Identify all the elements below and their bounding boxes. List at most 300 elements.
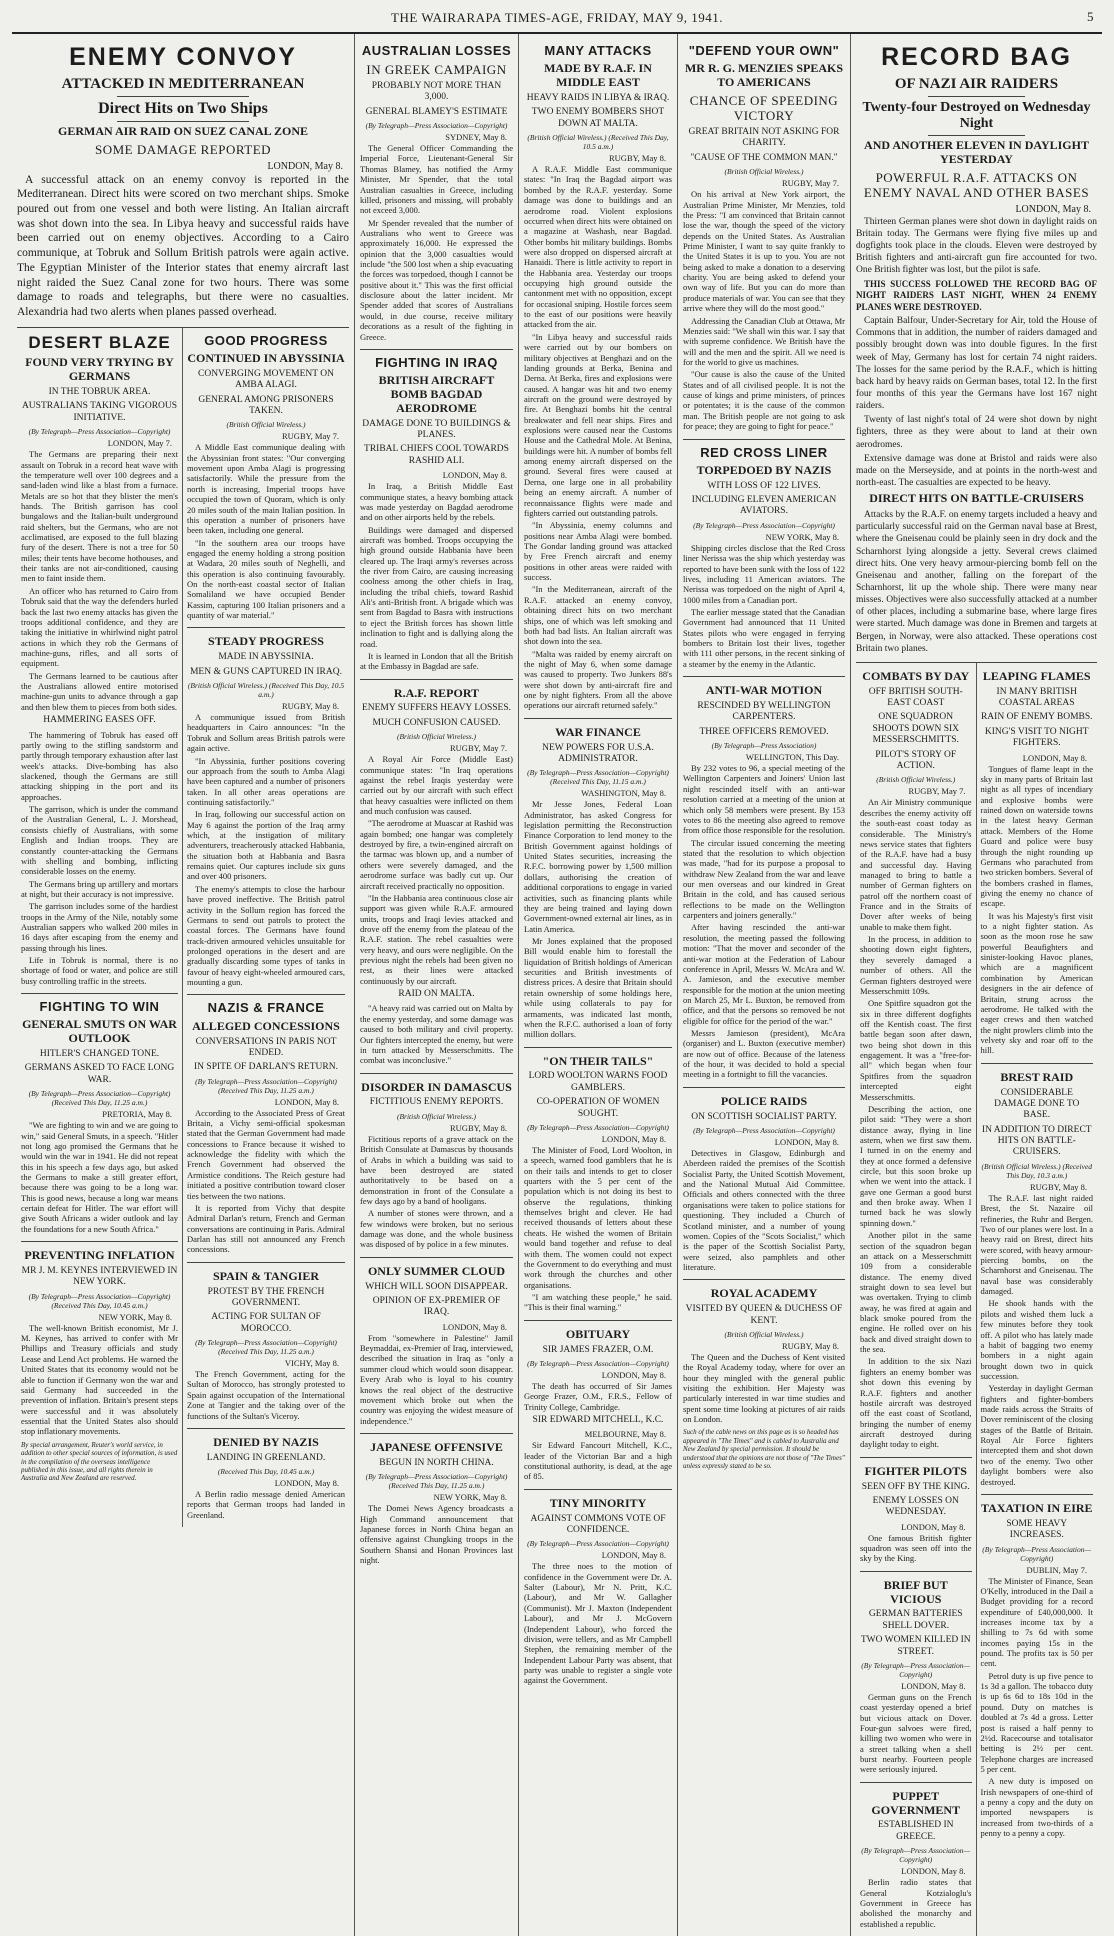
- body-text: German guns on the French coast yesterday opened a brief but vicious attack on Dover. Four-gun salvoes were fired, killing two women who were in a street talking when a shell burst nearby. Fourteen people were seriously injured.: [860, 1691, 972, 1775]
- body-text: Mr Spender revealed that the number of Australians who went to Greece was approximately 16,000. He expressed the opinion that the 3,000 casualties would include "the 500 lost when a ship evacuating the forces was torpedoed, though I cannot be positive about it." This was the first official disclosure about the latter incident. Mr Spender added that scores of Australians would, in due course, receive military decorations as a result of the fighting in Greece.: [360, 217, 513, 342]
- article-good-progress: [187, 328, 345, 629]
- body-text: In the process, in addition to shooting down eight fighters, they severely damaged a number of others. All the German fighters destroyed were Messerschmitt 109s.: [860, 934, 972, 996]
- source-line: (By Telegraph—Press Association—Copyright) (Received This Day, 11.25 a.m.): [195, 1338, 337, 1357]
- source-line: (By Telegraph—Press Association—Copyright) (Received This Day, 11.25 a.m.): [28, 1089, 171, 1108]
- dateline: DUBLIN, May 7.: [1026, 1564, 1087, 1575]
- headline: RED CROSS LINER: [700, 444, 828, 460]
- body-text: "In Libya heavy and successful raids were carried out by our bombers on military objectives at Benghazi and on the landing grounds at Berka, Benina and Derna. At Berka, fires and explosions were caused. A hangar was hit and two enemy aircraft on the ground were destroyed by fire. At Benghazi bombs hit the central breakwater and fell near ships. Fires and explosions were caused near the Customs House and the Cathedral Mole. At Benina, buildings were hit. A number of bombs fell among enemy aircraft dispersed on the ground. Several fires were caused at Derna, one large one in all probability being an enemy aircraft. A number of reconnaissance flights were made and fighters carried out outstanding patrols.: [524, 331, 672, 518]
- source-line: (By Telegraph—Press Association—Copyright) (Received This Day, 11.25 a.m.): [365, 1472, 508, 1491]
- dateline: LONDON, May 8.: [601, 1369, 666, 1380]
- body-text: One famous British fighter squadron was seen off into the sky by the King.: [860, 1532, 972, 1564]
- body-text: In Iraq, following our successful action on May 6 against the portion of the Iraq army which, at the instigation of military adventurers, treacherously attacked Habbania, the situation both at Habbania and Basra remains quiet. Our captures include six guns and over 400 prisoners.: [187, 809, 345, 882]
- body-text: A communique issued from British headquarters in Cairo announces: "In the Tobruk and Sollum areas British patrols were again active.: [187, 712, 345, 754]
- headline: POLICE RAIDS: [720, 1093, 808, 1108]
- headline: JAPANESE OFFENSIVE: [370, 1439, 503, 1454]
- dateline: SYDNEY, May 8.: [445, 132, 507, 143]
- body-text: A Royal Air Force (Middle East) communique states: "In Iraq operations against the rebel Iraqis yesterday were carried out by our aircraft with such effect that heavy casualties were inflicted on them and much confusion was caused.: [360, 754, 513, 816]
- headline: TINY MINORITY: [549, 1495, 647, 1510]
- article-on-their-tails: [524, 1048, 672, 1321]
- subhead: TRIBAL CHIEFS COOL TOWARDS RASHID ALI.: [364, 444, 509, 466]
- body-text: In addition to the six Nazi fighters an enemy bomber was shot down this evening by R.A.F. fighters and another hostile aircraft was destroyed off the east coast of Scotland, bringing the number of enemy aircraft destroyed during daylight today to eight.: [860, 1356, 972, 1450]
- subhead: IN SPITE OF DARLAN'S RETURN.: [194, 1062, 338, 1073]
- subhead: CO-OPERATION OF WOMEN SOUGHT.: [536, 1097, 660, 1119]
- article-taxation-in-eire: [981, 1495, 1094, 1846]
- subhead: OPINION OF EX-PREMIER OF IRAQ.: [372, 1295, 501, 1318]
- subhead: TWO WOMEN KILLED IN STREET.: [860, 1635, 971, 1657]
- body-text: The garrison, which is under the command of the Australian General, L. J. Morshead, consists chiefly of Australians, with some English and Indian troops. They are constantly counter-attacking the Germans with shelling and bombing, inflicting considerable losses on the enemy.: [21, 804, 178, 877]
- body-text: The death has occurred of Sir James George Frazer, O.M., F.R.S., Fellow of Trinity College, Cambridge.: [524, 1380, 672, 1412]
- article-raf-report: [360, 680, 513, 1074]
- headline: NAZIS & FRANCE: [207, 1000, 325, 1016]
- headline: DENIED BY NAZIS: [213, 1434, 319, 1449]
- body-text: The R.A.F. last night raided Brest, the St. Nazaire oil refineries, the Ruhr and Bergen. Two of our planes were lost. In a heavy raid on Brest, direct hits were scored, with heavy armour-piercing bombs, on the Scharnhorst and Gneisenau. The naval base was considerably damaged.: [980, 1192, 1093, 1297]
- body-text: A Middle East communique dealing with the Abyssinian front states: "Our converging movement upon Amba Alagi is progressing satisfactorily. While the pressure from the north is increasing, Imperial troops have occupied the town of Quoram, which is only 20 miles south of the main Italian position. In this operation a number of prisoners have been taken, including one general.: [187, 442, 345, 536]
- dateline: LONDON, May 8.: [901, 1866, 966, 1877]
- headline: "DEFEND YOUR OWN": [688, 43, 840, 58]
- body-text: Sir Edward Fancourt Mitchell, K.C., leader of the Victorian Bar and a high constitutional authority, is dead, at the age of 85.: [524, 1440, 672, 1482]
- subhead: VISITED BY QUEEN & DUCHESS OF KENT.: [685, 1304, 843, 1326]
- body-text: "In Abyssinia, further positions covering our approach from the south to Amba Alagi have been captured and a number of prisoners taken. In all other areas operations are continuing satisfactorily.": [187, 755, 345, 807]
- subhead: CONVERSATIONS IN PARIS NOT ENDED.: [195, 1036, 337, 1058]
- source-line: (By Telegraph—Press Association—Copyright): [365, 121, 508, 131]
- dateline: RUGBY, May 8.: [450, 1122, 507, 1133]
- subhead: AND ANOTHER ELEVEN IN DAYLIGHT YESTERDAY: [864, 137, 1089, 166]
- subhead: ENEMY SUFFERS HEAVY LOSSES.: [361, 703, 512, 714]
- subhead: RAID ON MALTA.: [398, 989, 475, 1000]
- headline: WAR FINANCE: [555, 724, 641, 739]
- body-text: Petrol duty is up five pence to 1s 3d a gallon. The tobacco duty is up 6s 6d to 18s 10d in the pound. Duty on matches is doubled at 7s 4d a gross. Letter post is raised a half penny to 2½d. Racecourse and totalisator betting is 2½ per cent. Telephone charges are increased 5 per cent.: [980, 1670, 1093, 1774]
- subhead: INCLUDING ELEVEN AMERICAN AVIATORS.: [691, 495, 837, 517]
- article-royal-academy: [683, 1280, 845, 1475]
- subhead: WITH LOSS OF 122 LIVES.: [707, 480, 821, 491]
- dateline: RUGBY, May 8.: [282, 701, 339, 712]
- headline: ROYAL ACADEMY: [710, 1286, 818, 1301]
- headline: FIGHTING TO WIN: [39, 999, 160, 1015]
- body-text: Another pilot in the same section of the squadron began an attack on a Messerschmitt 109 from a considerable distance. The enemy dived straight down to sea level but was overtaken. Trying to climb away, he was fired at again and black smoke poured from the engine. He rolled over on his back and dived straight down to the sea.: [860, 1230, 972, 1355]
- headline: OBITUARY: [565, 1326, 631, 1341]
- source-line: (By Telegraph—Press Association—Copyright) (Received This Day, 11.15 a.m.): [527, 768, 669, 787]
- article-war-finance: [524, 719, 672, 1048]
- headline: FIGHTER PILOTS: [864, 1463, 967, 1478]
- headline: AUSTRALIAN LOSSES: [361, 43, 512, 58]
- headline: MANY ATTACKS: [544, 43, 652, 58]
- body-text: On his arrival at New York airport, the Australian Prime Minister, Mr Menzies, told the Press: "I am convinced that Britain cannot lose the war, though the speed of the victory depends on the United States. As Australian Prime Minister, I want to say quite frankly to the United States it is up to you. You are not being asked to make a donation to a deserving charity. You are being asked to defend your own way of life. But you can do more than produce materials of war. You can see that they arrive where they will do the most good.": [683, 189, 845, 314]
- subhead: GENERAL AMONG PRISONERS TAKEN.: [198, 394, 334, 416]
- subhead: TWO ENEMY BOMBERS SHOT DOWN AT MALTA.: [531, 107, 665, 129]
- article-desert-blaze: [21, 328, 178, 994]
- body-text: Detectives in Glasgow, Edinburgh and Aberdeen raided the premises of the Scottish Socialist Party, the United Scottish Movement, and the National Mutual Aid Committee. Officials and others connected with the three organisations were taken to police stations for questioning. They included a Church of Scotland minister, and a number of young women. Copies of the "Scots Socialist," which is the paper of the Scottish Socialist Party, were seized, also pamphlets and other literature.: [683, 1148, 845, 1272]
- column-5: [678, 34, 851, 1936]
- dateline: LONDON, May 8.: [1022, 752, 1087, 763]
- body-text: The three noes to the motion of confidence in the Government were Dr. A. Salter (Labour), Mr N. Pritt, K.C. (Labour), and Mr W. Gallagher (Communist). Mr J. Maxton (Independent Labour), and Mr J. McGovern (Independent Labour), who forced the division, were tellers, and as Mr Campbell Stephen, the remaining member of the Independent Labour Party was absent, that party was unable to register a single vote against the Government.: [524, 1561, 672, 1686]
- column-6a: [856, 663, 977, 1936]
- article-defend-your-own: [683, 38, 845, 440]
- headline: SPAIN & TANGIER: [212, 1268, 319, 1283]
- source-line: (By Telegraph—Press Association—Copyright): [527, 1358, 669, 1368]
- dateline: NEW YORK, May 8.: [765, 531, 839, 542]
- subhead: FOUND VERY TRYING BY GERMANS: [25, 355, 174, 384]
- body-text: A Berlin radio message denied American reports that German troops had landed in Greenland.: [187, 1489, 345, 1520]
- subhead: AGAINST COMMONS VOTE OF CONFIDENCE.: [530, 1513, 666, 1535]
- subhead: PILOT'S STORY OF ACTION.: [875, 749, 957, 772]
- body-text: Mr Jesse Jones, Federal Loan Administrator, has asked Congress for legislation permitting the Reconstruction Finance Corporation to lend money to the British Government against holdings of United States securities, increasing the R.F.C. borrowing power by 1,500 million dollars, authorising the creation of additional corporations to engage in varied activities, such as financing plants while they are being trained and laying down Government-owned external air lines, as in Latin America.: [524, 799, 672, 934]
- article-tiny-minority: [524, 1490, 672, 1693]
- article-puppet-government: [860, 1783, 972, 1936]
- subhead: IN THE TOBRUK AREA.: [48, 387, 151, 397]
- subhead: Direct Hits on Two Ships: [98, 99, 268, 117]
- subhead: AUSTRALIANS TAKING VIGOROUS INITIATIVE.: [21, 401, 178, 423]
- dateline: LONDON, May 8.: [901, 1680, 966, 1691]
- body-text: An officer who has returned to Cairo from Tobruk said that the way the defenders hurled back the last two enemy attacks has given the troops additional confidence, and they are taking the initiative in whirlwind night patrol actions in which they rob the Germans of machine-guns, rifles, and all sorts of equipment.: [21, 585, 178, 669]
- body-text: The Germans learned to be cautious after the Australians allowed entire motorised machine-gun units to advance through a gap and then blew them to pieces from both sides.: [21, 670, 178, 712]
- source-line: (British Official Wireless.): [724, 167, 804, 177]
- reuters-note: By special arrangement, Reuter's world service, in addition to other special sources of information, is used in the compilation of the overseas intelligence published in this issue, and all rights therein in Australia and New Zealand are reserved.: [21, 1440, 178, 1483]
- body-text: According to the Associated Press of Great Britain, a Vichy semi-official spokesman stated that the German Government had made concessions to France because it wished to acknowledge the fidelity with which the French Government had observed the Armistice conditions. The Reich gesture had initiated a positive contribution toward closer ties between the two nations.: [187, 1107, 345, 1201]
- subhead: FICTITIOUS ENEMY REPORTS.: [369, 1097, 504, 1108]
- dateline: LONDON, May 8.: [774, 1137, 839, 1148]
- body-text: The Germans bring up artillery and mortars at night, but their accuracy is not impressive.: [21, 878, 178, 899]
- headline: GOOD PROGRESS: [204, 332, 328, 348]
- dateline: LONDON, May 8.: [901, 1521, 966, 1532]
- body-text: Tongues of flame leapt in the sky in many parts of Britain last night as all types of incendiary and explosive bombs were rained down on waterside towns in the latest heavy German attack. Members of the Home Guard and police were busy through the night rounding up Germans who parachuted from two stricken bombers. Several of the bombers crashed in flames, giving the enemy no chance of escape.: [980, 763, 1093, 909]
- article-denied-by-nazis: [187, 1429, 345, 1527]
- article-obituary: [524, 1321, 672, 1490]
- body-text: The enemy's attempts to close the harbour have proved ineffective. The British patrol activity in the Sollum region has forced the Germans to send out patrols to protect the coastal forces. The Germans have found track-driven armoured vehicles unsuitable for prolonged operations in the desert and are gradually discarding some types of tanks in favour of heavy eight-wheeled armoured cars, mounting a gun.: [187, 883, 345, 988]
- column-1-split: [17, 328, 349, 1527]
- subhead: GENERAL BLAMEY'S ESTIMATE: [365, 106, 508, 117]
- body-text: The French Government, acting for the Sultan of Morocco, has strongly protested to Spain against occupation of the International Zone at Tangier and the taking over of the functions of the Sultan's Viceroy.: [187, 1369, 345, 1421]
- body-text: It is learned in London that all the British at the Embassy in Bagdad are safe.: [360, 650, 513, 672]
- source-line: (By Telegraph—Press Association—Copyright): [982, 1544, 1092, 1563]
- body-text: Thirteen German planes were shot down in daylight raids on Britain today. The Germans were flying five miles up and dogfights took place in the clouds. Eleven were destroyed by British fighters and anti-aircraft gun fire accounted for two. One British fighter was lost, but the pilot is safe.: [856, 216, 1097, 276]
- headline: PREVENTING INFLATION: [24, 1248, 175, 1263]
- subhead: MR R. G. MENZIES SPEAKS TO AMERICANS: [684, 61, 844, 90]
- article-japanese-offensive: [360, 1434, 513, 1572]
- column-6b: [977, 663, 1098, 1936]
- subhead: MUCH CONFUSION CAUSED.: [372, 717, 501, 728]
- body-text: An Air Ministry communique describes the enemy activity off the south-east coast today as considerable. The Ministry's news service states that fighters of the R.A.F. have had a busy and successful day. Having managed to bring to battle a number of German fighters on patrol off the northern coast of France and in the Straits of Dover after weeks of being unable to make them fight.: [860, 797, 972, 932]
- source-line: (By Telegraph—Press Association—Copyright): [861, 1846, 971, 1865]
- column-6-split: [856, 663, 1097, 1936]
- headline: RECORD BAG: [881, 43, 1072, 71]
- column-3: [355, 34, 519, 1936]
- dateline: NEW YORK, May 8.: [98, 1311, 172, 1322]
- body-text: Yesterday in daylight German fighters and fighter-bombers made raids across the Straits of Dover reminiscent of the closing stages of the Battle of Britain. Royal Air Force fighters intercepted them and shot down two of the enemy. Two other daylight bombers were also destroyed.: [980, 1383, 1093, 1487]
- source-line: (By Telegraph—Press Association—Copyright): [693, 1126, 835, 1136]
- subhead: Twenty-four Destroyed on Wednesday Night: [862, 99, 1091, 131]
- body-text: Addressing the Canadian Club at Ottawa, Mr Menzies said: "We shall win this war. I say that with supreme confidence. We British have the will and the men and the spirit. All we need is for the world to give us machines.: [683, 315, 845, 367]
- article-brest-raid: [981, 1064, 1094, 1495]
- column-1: [12, 34, 355, 1936]
- dateline: MELBOURNE, May 8.: [584, 1429, 666, 1440]
- article-fighter-pilots: [860, 1458, 972, 1572]
- dateline: RUGBY, May 8.: [609, 153, 666, 164]
- subhead: ALLEGED CONCESSIONS: [192, 1018, 340, 1033]
- page-number: 5: [1087, 9, 1094, 24]
- subhead: CONSIDERABLE DAMAGE DONE TO BASE.: [994, 1087, 1080, 1121]
- body-text: The hammering of Tobruk has eased off partly owing to the stifling sandstorm and partly through temporary exhaustion after last week's attacks. Dive-bombing has also slackened, though the Germans are still attacking shipping in the port and its approaches.: [21, 729, 178, 802]
- body-text: Twenty of last night's total of 24 were shot down by night fighters, three as they were about to land at their own aerodromes.: [856, 415, 1097, 450]
- dateline: LONDON, May 8.: [274, 1478, 339, 1489]
- body-text: "I am watching these people," he said. "This is their final warning.": [524, 1291, 672, 1313]
- body-text: By 232 votes to 96, a special meeting of the Wellington Carpenters and Joiners' Union last night rescinded itself with an anti-war resolution carried at a meeting of the union at which only 58 members were present. By 153 votes to 86 the meeting also agreed to remove from office those responsible for the resolution.: [683, 763, 846, 836]
- source-line: (Received This Day, 10.45 a.m.): [217, 1467, 315, 1477]
- body-text: Describing the action, one pilot said: "They were a short distance away, flying in line astern, when we first saw them. I turned in on the enemy and they at once formed a defensive circle, but this soon broke up when we went into the attack. I gave one German a good burst and then broke away. When I turned back he was slowly spinning down.": [860, 1103, 972, 1228]
- subhead: POWERFUL R.A.F. ATTACKS ON ENEMY NAVAL AND OTHER BASES: [863, 169, 1090, 201]
- source-line: (British Official Wireless.): [876, 775, 956, 785]
- dateline: LONDON, May 8.: [442, 470, 507, 481]
- body-text: Berlin radio states that General Kotzialoglu's Government in Greece has abolished the monarchy and established a republic.: [860, 1877, 972, 1929]
- source-line: (By Telegraph—Press Association—Copyright): [28, 427, 171, 437]
- body-text: "In the Habbania area continuous close air support was given while R.A.F. armoured units, troops and Iraqi levies attacked and drove off the enemy from the plateau of the R.A.F. station. The rebel casualties were very heavy, and ours were negligible. On the previous night the rebels had been given no rest, as their lines were attacked continuously by our aircraft.: [360, 892, 513, 986]
- body-text: The garrison includes some of the hardiest troops in the Army of the Nile, notably some Australian sappers who walked 200 miles in 16 days after escaping from the enemy and passing through his lines.: [21, 901, 178, 953]
- dateline: LONDON, May 8.: [267, 160, 343, 172]
- body-text: The well-known British economist, Mr J. M. Keynes, has arrived to confer with Mr Phillips and Treasury officials and study Lease and Lend Act problems. He warned the United States that its economy would not be able to function if Germany won the war and said Germany had succeeded in the prevention of inflation. Britain's present steps were successful and it was absolutely essential that the United States also should stop inflationary movements.: [21, 1322, 178, 1437]
- article-summer-cloud: [360, 1258, 513, 1434]
- body-text: Captain Balfour, Under-Secretary for Air, told the House of Commons that in addition, the number of raiders damaged and possibly brought down was into double figures. In the first week of May, Germany has lost for certain 74 night raiders. The losses for the same period by the R.A.F., which is hitting back hard by heavy raids on German bases, total 12. In the first four months of this year the Germans have lost 167 night raiders.: [856, 316, 1097, 412]
- headline: BREST RAID: [1000, 1069, 1074, 1084]
- columns: [12, 34, 1102, 1929]
- article-disorder-damascus: [360, 1074, 513, 1258]
- headline: TAXATION IN EIRE: [980, 1500, 1093, 1515]
- body-text: The Minister of Food, Lord Woolton, in a speech, warned food gamblers that he is on their tails and intends to get to closer quarters with the 5 per cent of the population which is not doing its best to observe the regulations, thinking themselves bright and clever. He had received thousands of letters about these cheats. He wished the women of Britain would band together and refuse to deal with them. The women could not expect the Government to do everything and must work through the churches and other organisations.: [524, 1144, 672, 1290]
- subhead: ON SCOTTISH SOCIALIST PARTY.: [691, 1111, 837, 1122]
- subhead: BEGUN IN NORTH CHINA.: [379, 1457, 494, 1468]
- dateline: RUGBY, May 7.: [782, 178, 839, 189]
- headline: COMBATS BY DAY: [862, 668, 970, 683]
- subhead: GERMANS ASKED TO FACE LONG WAR.: [24, 1063, 175, 1085]
- column-2: [183, 328, 349, 1527]
- subhead: IN ADDITION TO DIRECT HITS ON BATTLE-CRUISERS.: [981, 1124, 1092, 1158]
- body-text: "Malta was raided by enemy aircraft on the night of May 6, when some damage was caused to property. Two Junkers 88's were shot down by anti-aircraft fire and one by night fighters. From all the above operations our aircraft returned safely.": [524, 648, 672, 711]
- headline: PUPPET GOVERNMENT: [871, 1788, 961, 1817]
- article-anti-war-motion: [683, 677, 845, 1088]
- dateline: RUGBY, May 7.: [450, 743, 507, 754]
- headline: ENEMY CONVOY: [69, 43, 297, 71]
- article-fighting-to-win: [21, 994, 178, 1242]
- body-text: One Spitfire squadron got the six in three different dogfights off the Kentish coast. The first battle began soon after dawn, two being shot down in this engagement. It was a "free-for-all" which began when four Spitfires from the squadron intercepted eight Messerschmitts.: [860, 998, 972, 1102]
- subhead: DIRECT HITS ON BATTLE-CRUISERS: [869, 491, 1084, 506]
- source-line: (British Official Wireless.): [226, 420, 306, 430]
- subhead: ESTABLISHED IN GREECE.: [878, 1820, 954, 1842]
- body-text: "In Abyssinia, enemy columns and positions near Amba Alagi were bombed. The Gondar landing ground was attacked by Free French aircraft and enemy positions in other areas were raided with success.: [524, 520, 672, 583]
- article-many-attacks: [524, 38, 672, 719]
- subhead: GREAT BRITAIN NOT ASKING FOR CHARITY.: [688, 127, 840, 149]
- headline: DESERT BLAZE: [28, 332, 171, 352]
- body-text: "We are fighting to win and we are going to win," said General Smuts, in a speech. "Hitler not long ago promised the Germans that he would win the war in 1941. He did not repeat this in his speech a few days ago, but asked the Germans to make a still greater effort, because there was going to be a long war. This is good news, because a long war means certain defeat for Hitler. The war effort will give South Africans a wider outlook and lay the foundations for a new South Africa.": [21, 1120, 178, 1234]
- subhead: MR J. M. KEYNES INTERVIEWED IN NEW YORK.: [21, 1265, 178, 1288]
- divider: [928, 96, 1024, 97]
- body-text: The Queen and the Duchess of Kent visited the Royal Academy today, where for over an hour they mingled with the general public visiting the exhibition. Her Majesty was particularly interested in war time studies and spent some time looking at pictures of air raids on London.: [683, 1351, 845, 1425]
- subhead: DAMAGE DONE TO BUILDINGS & PLANES.: [362, 418, 511, 440]
- dateline: WELLINGTON, This Day.: [745, 752, 839, 763]
- subhead: HITLER'S CHANGED TONE.: [39, 1049, 160, 1060]
- column-4: [519, 34, 678, 1936]
- subhead: HAMMERING EASES OFF.: [43, 715, 156, 726]
- source-line: (By Telegraph—Press Association—Copyright): [527, 1539, 669, 1549]
- article-leaping-flames: [981, 663, 1094, 1064]
- body-text: A number of stones were thrown, and a few windows were broken, but no serious damage was done, and the whole business was disposed of by police in a few minutes.: [360, 1208, 513, 1250]
- dateline: RUGBY, May 7.: [908, 786, 966, 797]
- body-text: The Germans are preparing their next assault on Tobruk in a record heat wave with the temperature well over 100 degrees and a sand-laden wind like a blast from a furnace. Metals are so hot that they blister the men's hands. The British garrison has cool bungalows and the Italian-built underground raid shelters, but the Germans, who are not acclimatised, are exposed to the full blazing fury of the desert. There is not a tree for 50 miles; their tents have become hothouses, and their tanks are not air-conditioned, causing men to faint inside them.: [21, 449, 178, 584]
- body-text: Mr Jones explained that the proposed Bill would enable him to forestall the liquidation of British holdings of American securities and British investments of distress prices. A desire that Britain should retain ownership of some holdings here, while using collaterals to pay for armaments, was indicated last month, when the R.F.C. authorised a loan of forty million dollars.: [524, 936, 672, 1040]
- subhead: ACTING FOR SULTAN OF MOROCCO.: [211, 1312, 321, 1334]
- subhead: WHICH WILL SOON DISAPPEAR.: [365, 1281, 508, 1292]
- subhead: SEEN OFF BY THE KING.: [861, 1481, 970, 1492]
- column-1a: [17, 328, 183, 1527]
- article-enemy-convoy: [17, 38, 349, 328]
- subhead: BRITISH AIRCRAFT BOMB BAGDAD AERODROME: [378, 373, 495, 415]
- subhead: CHANCE OF SPEEDING VICTORY: [689, 92, 839, 124]
- headline: STEADY PROGRESS: [208, 634, 324, 649]
- subhead: ONE SQUADRON SHOOTS DOWN SIX MESSERSCHMITTS.: [872, 712, 960, 746]
- body-text: After having rescinded the anti-war resolution, the meeting passed the following motion: "That the mover and seconder of the anti-war motion at the Federation of Labour conference in April, Messrs W. McAra and W. A. Jamieson, and the executive member responsible for the motion at the union meeting on March 25, Mr L. Buxton, be removed from office, and that the persons so removed be not eligible for office for the period of the war.": [683, 922, 845, 1026]
- subhead: MEN & GUNS CAPTURED IN IRAQ.: [189, 666, 342, 677]
- article-spain-tangier: [187, 1263, 345, 1429]
- body-text: Life in Tobruk is normal, there is no shortage of food or water, and police are still busy controlling traffic in the streets.: [21, 955, 178, 986]
- subhead: GERMAN AIR RAID ON SUEZ CANAL ZONE: [57, 124, 309, 139]
- body-text: Shipping circles disclose that the Red Cross liner Nerissa was the ship which yesterday was reported to have been sunk with the loss of 122 lives, including 11 American aviators. The Nerissa was torpedoed on the night of April 4, 1000 miles from a Canadian port.: [683, 542, 845, 605]
- body-text: The General Officer Commanding the Imperial Force, Lieutenant-General Sir Thomas Blamey, has notified the Army Minister, Mr Spender, that the total Australian casualties in Greece, including killed, prisoners and missing, will probably not exceed 3,000.: [360, 143, 513, 216]
- article-australian-losses: [360, 38, 513, 350]
- subhead: GERMAN BATTERIES SHELL DOVER.: [868, 1609, 963, 1631]
- subhead: OFF BRITISH SOUTH-EAST COAST: [868, 686, 963, 709]
- body-text: He shook hands with the pilots and wished them luck a few minutes before they took off. A pilot who has lately made a habit of bagging two enemy bombers in a night again brought down two in quick succession.: [980, 1298, 1093, 1381]
- body-text: It is reported from Vichy that despite Admiral Darlan's return, French and German conversations are continuing in Paris. Admiral Darlan has still not announced any French concessions.: [187, 1202, 345, 1255]
- column-6: [851, 34, 1102, 1936]
- article-fighting-in-iraq: [360, 350, 513, 680]
- subhead: RESCINDED BY WELLINGTON CARPENTERS.: [697, 700, 831, 723]
- body-text: "A heavy raid was carried out on Malta by the enemy yesterday, and some damage was caused to both military and civil property. Our fighters intercepted the enemy, but were in turn attacked by Messerschmitts. The combat was inconclusive.": [360, 1003, 513, 1066]
- divider: [117, 96, 250, 97]
- article-record-bag: [856, 38, 1097, 663]
- subhead: CONTINUED IN ABYSSINIA: [187, 351, 345, 366]
- source-line: (By Telegraph—Press Association—Copyright): [527, 1122, 669, 1132]
- body-text: The Domei News Agency broadcasts a High Command announcement that Japanese forces in North China began an offensive against Chungking troops in the Southern Shansi and Honan Provinces last night.: [360, 1503, 513, 1565]
- body-text: "Our cause is also the cause of the United States and of all civilised people. It is not the cause of kings and prime ministers, of princes or potentates; it is the cause of the common man. The British people are not going to ask for peace; they are going to fight for peace.": [683, 369, 845, 432]
- body-text: Messrs Jamieson (president), McAra (organiser) and L. Buxton (executive member) are now out of office. Because of the lateness of the hour, it was decided to hold a special meeting in a fortnight to fill the vacancies.: [683, 1028, 845, 1080]
- source-line: (British Official Wireless.) (Received This Day, 10.3 a.m.): [981, 1161, 1093, 1180]
- body-text: In Iraq, a British Middle East communique states, a heavy bombing attack was made yesterday on Bagdad aerodrome and on other airports held by the rebels.: [360, 481, 513, 523]
- times-note: Such of the cable news on this page as is so headed has appeared in "The Times" and is cabled to Australia and New Zealand by special permission. It should be understood that the opinions are not those of "The Times" unless expressly stated to be so.: [683, 1428, 845, 1470]
- body-text: Attacks by the R.A.F. on enemy targets included a heavy and particularly successful raid on the German naval base at Brest, where the Gneisenau could be plainly seen in dry dock and the Scharnhorst lying alongside a jetty. Several crews claimed direct hits. One very heavy armour-piercing bomb fell on the Gneisenau and another, falling on the forepart of the Scharnhorst, lit up the whole ship. There were many near misses. Objectives were also successfully attacked at a number of other places, including a submarine base, where large fires were started. Much damage was done in Bremen and targets at Bergen, in Norway, were also attacked. These operations cost Britain two planes.: [856, 510, 1097, 654]
- article-preventing-inflation: [21, 1242, 178, 1487]
- dateline: RUGBY, May 8.: [782, 1340, 839, 1351]
- dateline: NEW YORK, May 8.: [433, 1492, 507, 1503]
- headline: ANTI-WAR MOTION: [705, 683, 823, 698]
- body-text: The circular issued concerning the meeting stated that the resolution to which objection was made, "had for its purpose a proposal to withdraw New Zealand from the war and leave our men overseas and our kindred in Great Britain in the cold, and has caused serious reflections to be made on the Wellington carpenters and joiners generally.": [683, 837, 845, 921]
- subhead: IN GREEK CAMPAIGN: [366, 62, 507, 78]
- divider: [928, 135, 1024, 136]
- article-nazis-france: [187, 995, 345, 1262]
- headline: BRIEF BUT VICIOUS: [883, 1577, 948, 1606]
- dateline: RUGBY, May 7.: [282, 431, 339, 442]
- subhead: TORPEDOED BY NAZIS: [696, 462, 832, 477]
- subhead: LORD WOOLTON WARNS FOOD GAMBLERS.: [528, 1071, 668, 1093]
- headline: FIGHTING IN IRAQ: [375, 354, 498, 370]
- subhead: LANDING IN GREENLAND.: [206, 1452, 326, 1463]
- subhead: CONVERGING MOVEMENT ON AMBA ALAGI.: [198, 368, 334, 391]
- subhead: RAIN OF ENEMY BOMBS.: [980, 712, 1093, 723]
- subhead: PROTEST BY THE FRENCH GOVERNMENT.: [207, 1286, 325, 1308]
- headline: R.A.F. REPORT: [393, 685, 480, 700]
- body-text: It was his Majesty's first visit to a night fighter station. As soon as the moon rose he saw powerful Beaufighters and sinister-looking Havoc planes, which are a magnificent combination by American designers in the air defence of Britain, strung across the aerodrome. He talked with the eager crews and then watched the night prowlers climb into the velvety sky and roar off to the hill.: [980, 910, 1093, 1056]
- article-brief-but-vicious: [860, 1572, 972, 1783]
- divider: [117, 121, 250, 122]
- source-line: (By Telegraph—Press Association—Copyright): [861, 1660, 971, 1679]
- body-text: A successful attack on an enemy convoy is reported in the Mediterranean. Direct hits were scored on two merchant ships. Smoke poured out from one vessel and both were listing. An Italian aircraft was shot down into the sea. In Libya heavy and successful raids have been carried out on enemy objectives. According to a Cairo communique, at Tobruk and Sollum British patrols were again active. The Egyptian Minister of the Interior states that enemy aircraft last night raided the Suez Canal zone for two hours. There was some damage to roads and telegraphs, but there were no casualties. Alexandria had two alerts when planes passed overhead.: [17, 173, 349, 318]
- source-line: (British Official Wireless.) (Received This Day, 10.5 a.m.): [187, 681, 345, 700]
- headline: ONLY SUMMER CLOUD: [367, 1263, 506, 1278]
- body-text: Extensive damage was done at Bristol and raids were also made on the Merseyside, and at points in the north-west and north-east. The casualties are expected to be heavy.: [856, 453, 1097, 489]
- dateline: LONDON, May 8.: [601, 1550, 666, 1561]
- source-line: (British Official Wireless.): [396, 1111, 477, 1121]
- subhead: KING'S VISIT TO NIGHT FIGHTERS.: [984, 726, 1089, 749]
- subhead: THREE OFFICERS REMOVED.: [699, 726, 829, 737]
- dateline: LONDON, May 8.: [1015, 203, 1091, 215]
- dateline: PRETORIA, May 8.: [102, 1109, 172, 1120]
- source-line: (By Telegraph—Press Association—Copyright) (Received This Day, 10.45 a.m.): [28, 1291, 171, 1310]
- dateline: VICHY, May 8.: [284, 1358, 339, 1369]
- body-text: Buildings were damaged and dispersed aircraft was bombed. Troops occupying the high ground outside Habbania have been cleared up. The Iraqi army's reverses across the river from Cairo, are causing increasing coolness among the other chiefs in Iraq, including the tribal chiefs, toward Rashid Ali's anti-British front. A brigade which was sent from Bagdad to Basra with instructions to eject the British forces has shown little inclination to fight and is dallying along the road.: [360, 524, 513, 649]
- dateline: RUGBY, May 8.: [1030, 1181, 1087, 1192]
- dateline: LONDON, May 7.: [107, 438, 172, 449]
- body-text: A new duty is imposed on Irish newspapers of one-third of a penny a copy and the duty on imported newspapers is increased from two-thirds of a penny to a penny a copy.: [980, 1776, 1093, 1839]
- source-line: (British Official Wireless.): [396, 732, 477, 742]
- body-text: The earlier message stated that the Canadian Government had announced that 11 United States pilots who were engaged in ferrying bombers to Britain lost their lives, together with 111 other persons, in the recent sinking of a steamer by the enemy in the Atlantic.: [683, 606, 845, 669]
- dateline: WASHINGTON, May 8.: [581, 788, 666, 799]
- masthead-title: THE WAIRARAPA TIMES-AGE, FRIDAY, MAY 9, 1941.: [391, 10, 723, 25]
- subhead: ENEMY LOSSES ON WEDNESDAY.: [872, 1495, 959, 1518]
- subhead: PROBABLY NOT MORE THAN 3,000.: [371, 80, 502, 103]
- body-text: "In the southern area our troops have engaged the enemy holding a strong position at Wadara, 20 miles south of Neghelli, and this operation is also continuing favourably. On the north-east coastal sector of Italian Somaliland we have occupied Bender Kassim, capturing 100 Italian prisoners and a quantity of war material.": [187, 537, 345, 621]
- body-text: "The aerodrome at Muascar at Rashid was again bombed; one hangar was completely destroyed by fire, a twin-engined aircraft on the tarmac was blown up, and a number of others were severely damaged, and the aerodrome surface was badly cut up. Our aircraft received practically no opposition.: [360, 818, 513, 891]
- body-text: Fictitious reports of a grave attack on the British Consulate at Damascus by thousands of Arabs in which a building was said to have been destroyed are stated authoritatively to be based on a demonstration in front of the Consulate a few days ago by a band of hooligans.: [360, 1133, 513, 1206]
- subhead: HEAVY RAIDS IN LIBYA & IRAQ.: [526, 92, 670, 103]
- dateline: LONDON, May 8.: [601, 1133, 666, 1144]
- source-line: (British Official Wireless.) (Received This Day, 10.5 a.m.): [527, 133, 669, 152]
- article-steady-progress: [187, 628, 345, 995]
- subhead: MADE BY R.A.F. IN MIDDLE EAST: [544, 61, 652, 90]
- dateline: LONDON, May 8.: [442, 1321, 507, 1332]
- article-combats-by-day: [860, 663, 972, 1458]
- subhead: SOME DAMAGE REPORTED: [94, 141, 272, 157]
- subhead: SIR JAMES FRAZER, O.M.: [542, 1344, 654, 1355]
- subhead: SIR EDWARD MITCHELL, K.C.: [532, 1414, 664, 1425]
- dateline: LONDON, May 8.: [274, 1096, 339, 1107]
- body-text: THIS SUCCESS FOLLOWED THE RECORD BAG OF NIGHT RAIDERS LAST NIGHT, WHEN 24 ENEMY PLANES WERE DESTROYED.: [856, 278, 1097, 312]
- subhead: "CAUSE OF THE COMMON MAN.": [690, 152, 838, 163]
- subhead: ATTACKED IN MEDITERRANEAN: [61, 75, 305, 92]
- subhead: IN MANY BRITISH COASTAL AREAS: [996, 686, 1077, 709]
- article-police-raids: [683, 1088, 845, 1281]
- subhead: GENERAL SMUTS ON WAR OUTLOOK: [22, 1017, 177, 1046]
- subhead: MADE IN ABYSSINIA.: [218, 652, 314, 663]
- masthead: [12, 6, 1102, 34]
- subhead: OF NAZI AIR RAIDERS: [894, 75, 1059, 92]
- body-text: From "somewhere in Palestine" Jamil Beymaddai, ex-Premier of Iraq, interviewed, described the situation in Iraq as "only a summer cloud which would soon disappear. Every Arab who is loyal to his country knows the real object of the destructive movement which broke out when the country was enjoying the widest measure of independence.": [360, 1332, 513, 1426]
- article-red-cross-liner: [683, 440, 845, 678]
- source-line: (By Telegraph—Press Association—Copyright) (Received This Day, 11.25 a.m.): [195, 1076, 337, 1095]
- subhead: SOME HEAVY INCREASES.: [1006, 1518, 1068, 1541]
- headline: LEAPING FLAMES: [982, 668, 1091, 683]
- body-text: A R.A.F. Middle East communique states: "In Iraq the Bagdad airport was bombed by the R.A.F. yesterday. Some damage was done to buildings and an aerodrome road. Violent explosions occurred when direct hits were obtained on a magazine at Washash, near Bagdad. Other bombs hit military buildings. Bombs were also dropped on dispersed aircraft at Hanaidi. There is little activity to report in the Habbania area. Yesterday our troops occupying high ground outside the cantonment met with no opposition, except for occasional sniping. Hostile forces seem to the east of our positions were heavily attacked from the air.: [524, 164, 672, 330]
- source-line: (By Telegraph—Press Association): [711, 741, 817, 751]
- headline: "ON THEIR TAILS": [542, 1053, 654, 1068]
- subhead: NEW POWERS FOR U.S.A. ADMINISTRATOR.: [542, 742, 654, 764]
- body-text: "In the Mediterranean, aircraft of the R.A.F. attacked an enemy convoy, obtaining direct hits on two merchant ships, one of which was left smoking and both had bad lists. An Italian aircraft was shot down into the sea.: [524, 584, 672, 647]
- body-text: The Minister of Finance, Sean O'Kelly, introduced in the Dail a Budget providing for a record expenditure of £40,000,000. It increases income tax by a shilling to 7s 6d with some incomes paying 15s in the pound. The profits tax is 50 per cent.: [980, 1575, 1093, 1669]
